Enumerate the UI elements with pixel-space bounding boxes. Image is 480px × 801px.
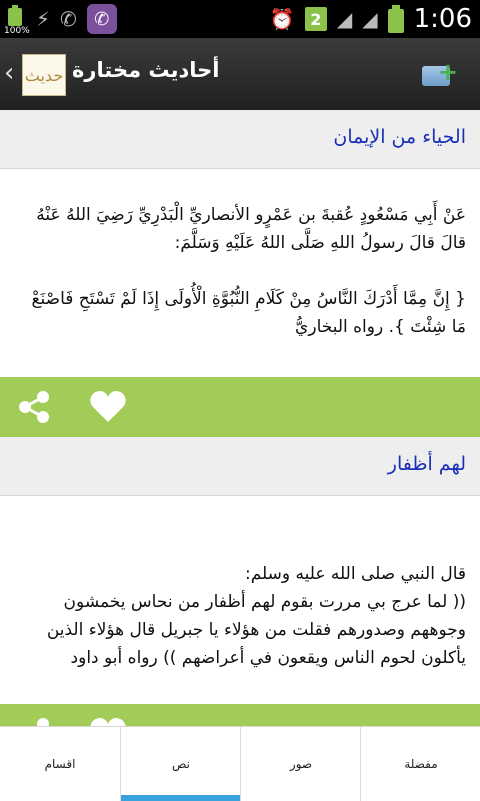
battery-icon-large xyxy=(388,5,404,33)
hadith-title: لهم أظفار xyxy=(387,453,466,475)
alarm-icon: ⏰ xyxy=(269,7,295,31)
add-folder-icon[interactable]: + xyxy=(422,60,458,88)
battery-percent: 100% xyxy=(4,26,30,36)
hadith-title: الحياء من الإيمان xyxy=(333,126,466,148)
tab-label: نص xyxy=(171,757,191,771)
status-bar xyxy=(0,0,480,38)
signal-icon: ◢ xyxy=(336,7,353,31)
tab-text[interactable] xyxy=(120,727,241,801)
hadith-paragraph: { إِنَّ مِمَّا أَدْرَكَ النَّاسُ مِنْ كَلَامِ النُّبُوَّةِ الْأُولَى إِذَا لَمْ تَسْتَحِ فَاصْنَعْ مَا شِئْتَ }. رواه البخاريُّ xyxy=(31,289,466,337)
hadith-paragraph: قال النبي صلى الله عليه وسلم: (( لما عرج بي مررت بقوم لهم أظفار من نحاس يخمشون وجوههم وصدورهم فقلت من هؤلاء يا جبريل قال هؤلاء الذين يأكلون لحوم الناس ويقعون في أعراضهم )) رواه أبو داود xyxy=(46,564,466,668)
hadith-paragraph: عَنْ أَبِي مَسْعُودٍ عُقبةَ بن عَمْرٍو الأنصاريِّ الْبَدْرِيِّ رَضِيَ اللهُ عَنْهُ قالَ قالَ رسولُ اللهِ صَلَّى اللهُ عَلَيْهِ وَسَلَّمَ: xyxy=(36,205,466,253)
hadith-title-bar[interactable] xyxy=(0,437,480,496)
hadith-text xyxy=(14,201,466,369)
hadith-card xyxy=(0,496,480,704)
hadith-title-bar[interactable] xyxy=(0,110,480,169)
clock: 1:06 xyxy=(413,4,472,34)
favorite-heart-icon[interactable] xyxy=(88,387,128,427)
bottom-tab-bar xyxy=(0,726,480,801)
tab-images[interactable] xyxy=(240,727,361,801)
tab-favorites[interactable] xyxy=(360,727,480,801)
app-bar xyxy=(0,38,480,110)
app-title: أحاديث مختارة xyxy=(72,58,220,82)
share-icon[interactable] xyxy=(16,389,52,425)
battery-icon xyxy=(4,4,30,36)
notification-badge: 2 xyxy=(305,7,327,31)
tab-label: اقسام xyxy=(44,757,76,771)
back-chevron-icon[interactable]: ‹ xyxy=(4,58,15,88)
app-logo-text: حديث xyxy=(24,65,64,85)
hadith-action-bar xyxy=(0,377,480,437)
tab-sections[interactable] xyxy=(0,727,120,801)
usb-icon: ⚡ xyxy=(36,7,51,31)
app-logo[interactable] xyxy=(22,54,66,96)
signal-icon-2: ◢ xyxy=(362,7,378,31)
tab-label: مفضلة xyxy=(404,757,438,771)
viber-icon: ✆ xyxy=(87,4,117,34)
hadith-text xyxy=(14,532,466,728)
tab-label: صور xyxy=(289,757,313,771)
hadith-card xyxy=(0,169,480,377)
phone-call-icon: ✆ xyxy=(60,7,77,31)
tab-selected-indicator xyxy=(121,795,241,801)
